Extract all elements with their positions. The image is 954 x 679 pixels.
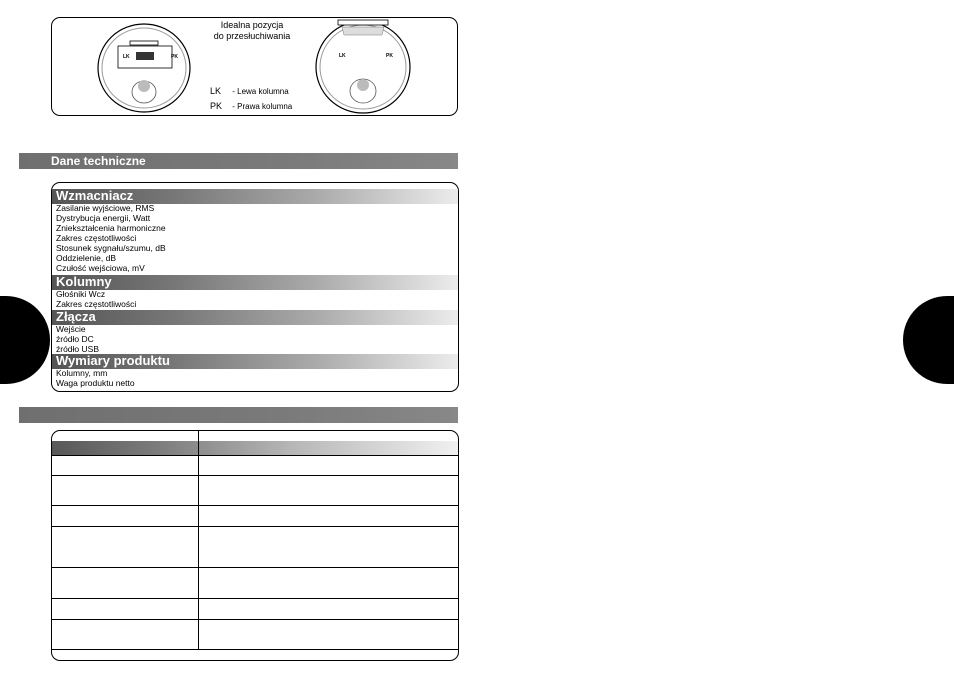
spec-item: Wejście xyxy=(56,324,86,334)
spec-item: Zniekształcenia harmoniczne xyxy=(56,223,166,233)
right-lk-label: LK xyxy=(339,53,346,59)
legend-row-lk xyxy=(210,86,292,97)
legend-key: LK xyxy=(210,86,222,96)
legend-desc: - Prawa kolumna xyxy=(232,102,293,111)
spec-item: Kolumny, mm xyxy=(56,368,108,378)
spec-item: Zakres częstotliwości xyxy=(56,299,137,309)
left-lk-label: LK xyxy=(123,54,130,60)
legend-row-pk xyxy=(210,101,292,112)
category-header-dimensions xyxy=(52,354,458,369)
caption-line-2: do przesłuchiwania xyxy=(213,31,291,41)
table-row-divider xyxy=(52,649,458,650)
table-row-divider xyxy=(52,505,458,506)
listening-position-panel xyxy=(51,17,458,116)
table-column-divider xyxy=(198,431,199,649)
table-row-divider xyxy=(52,598,458,599)
tech-data-section-bar xyxy=(19,153,458,169)
empty-spec-table xyxy=(51,430,459,661)
table-row-divider xyxy=(52,567,458,568)
second-section-bar xyxy=(19,407,458,423)
spec-item: Zakres częstotliwości xyxy=(56,233,137,243)
section-title: Dane techniczne xyxy=(51,154,146,168)
category-header-speakers xyxy=(52,275,458,290)
category-title: Kolumny xyxy=(56,274,112,289)
right-listening-diagram xyxy=(314,19,412,115)
spec-item: Stosunek sygnału/szumu, dB xyxy=(56,243,166,253)
category-title: Złącza xyxy=(56,309,96,324)
spec-item: Waga produktu netto xyxy=(56,378,135,388)
spec-item: Dystrybucja energii, Watt xyxy=(56,213,151,223)
table-row-divider xyxy=(52,526,458,527)
table-row-divider xyxy=(52,475,458,476)
category-title: Wzmacniacz xyxy=(56,188,134,203)
left-side-tab xyxy=(0,296,50,384)
spec-item: źródło USB xyxy=(56,344,99,354)
speaker-legend xyxy=(210,86,292,112)
left-pk-label: PK xyxy=(171,54,178,60)
caption-line-1: Idealna pozycja xyxy=(220,20,284,30)
table-row-divider xyxy=(52,619,458,620)
specs-panel xyxy=(51,182,459,392)
left-listening-diagram xyxy=(96,22,192,114)
table-row-divider xyxy=(52,455,458,456)
right-side-tab xyxy=(903,296,954,384)
spec-item: Czułość wejściowa, mV xyxy=(56,263,145,273)
table-header-strip xyxy=(52,441,458,455)
right-pk-label: PK xyxy=(386,53,393,59)
spec-item: Zasilanie wyjściowe, RMS xyxy=(56,203,155,213)
category-title: Wymiary produktu xyxy=(56,353,170,368)
spec-item: źródło DC xyxy=(56,334,94,344)
spec-item: Głośniki Wcz xyxy=(56,289,106,299)
spec-item: Oddzielenie, dB xyxy=(56,253,117,263)
category-header-amplifier xyxy=(52,189,458,204)
category-header-connectors xyxy=(52,310,458,325)
listening-caption xyxy=(202,20,302,42)
legend-desc: - Lewa kolumna xyxy=(232,87,289,96)
legend-key: PK xyxy=(210,101,223,111)
